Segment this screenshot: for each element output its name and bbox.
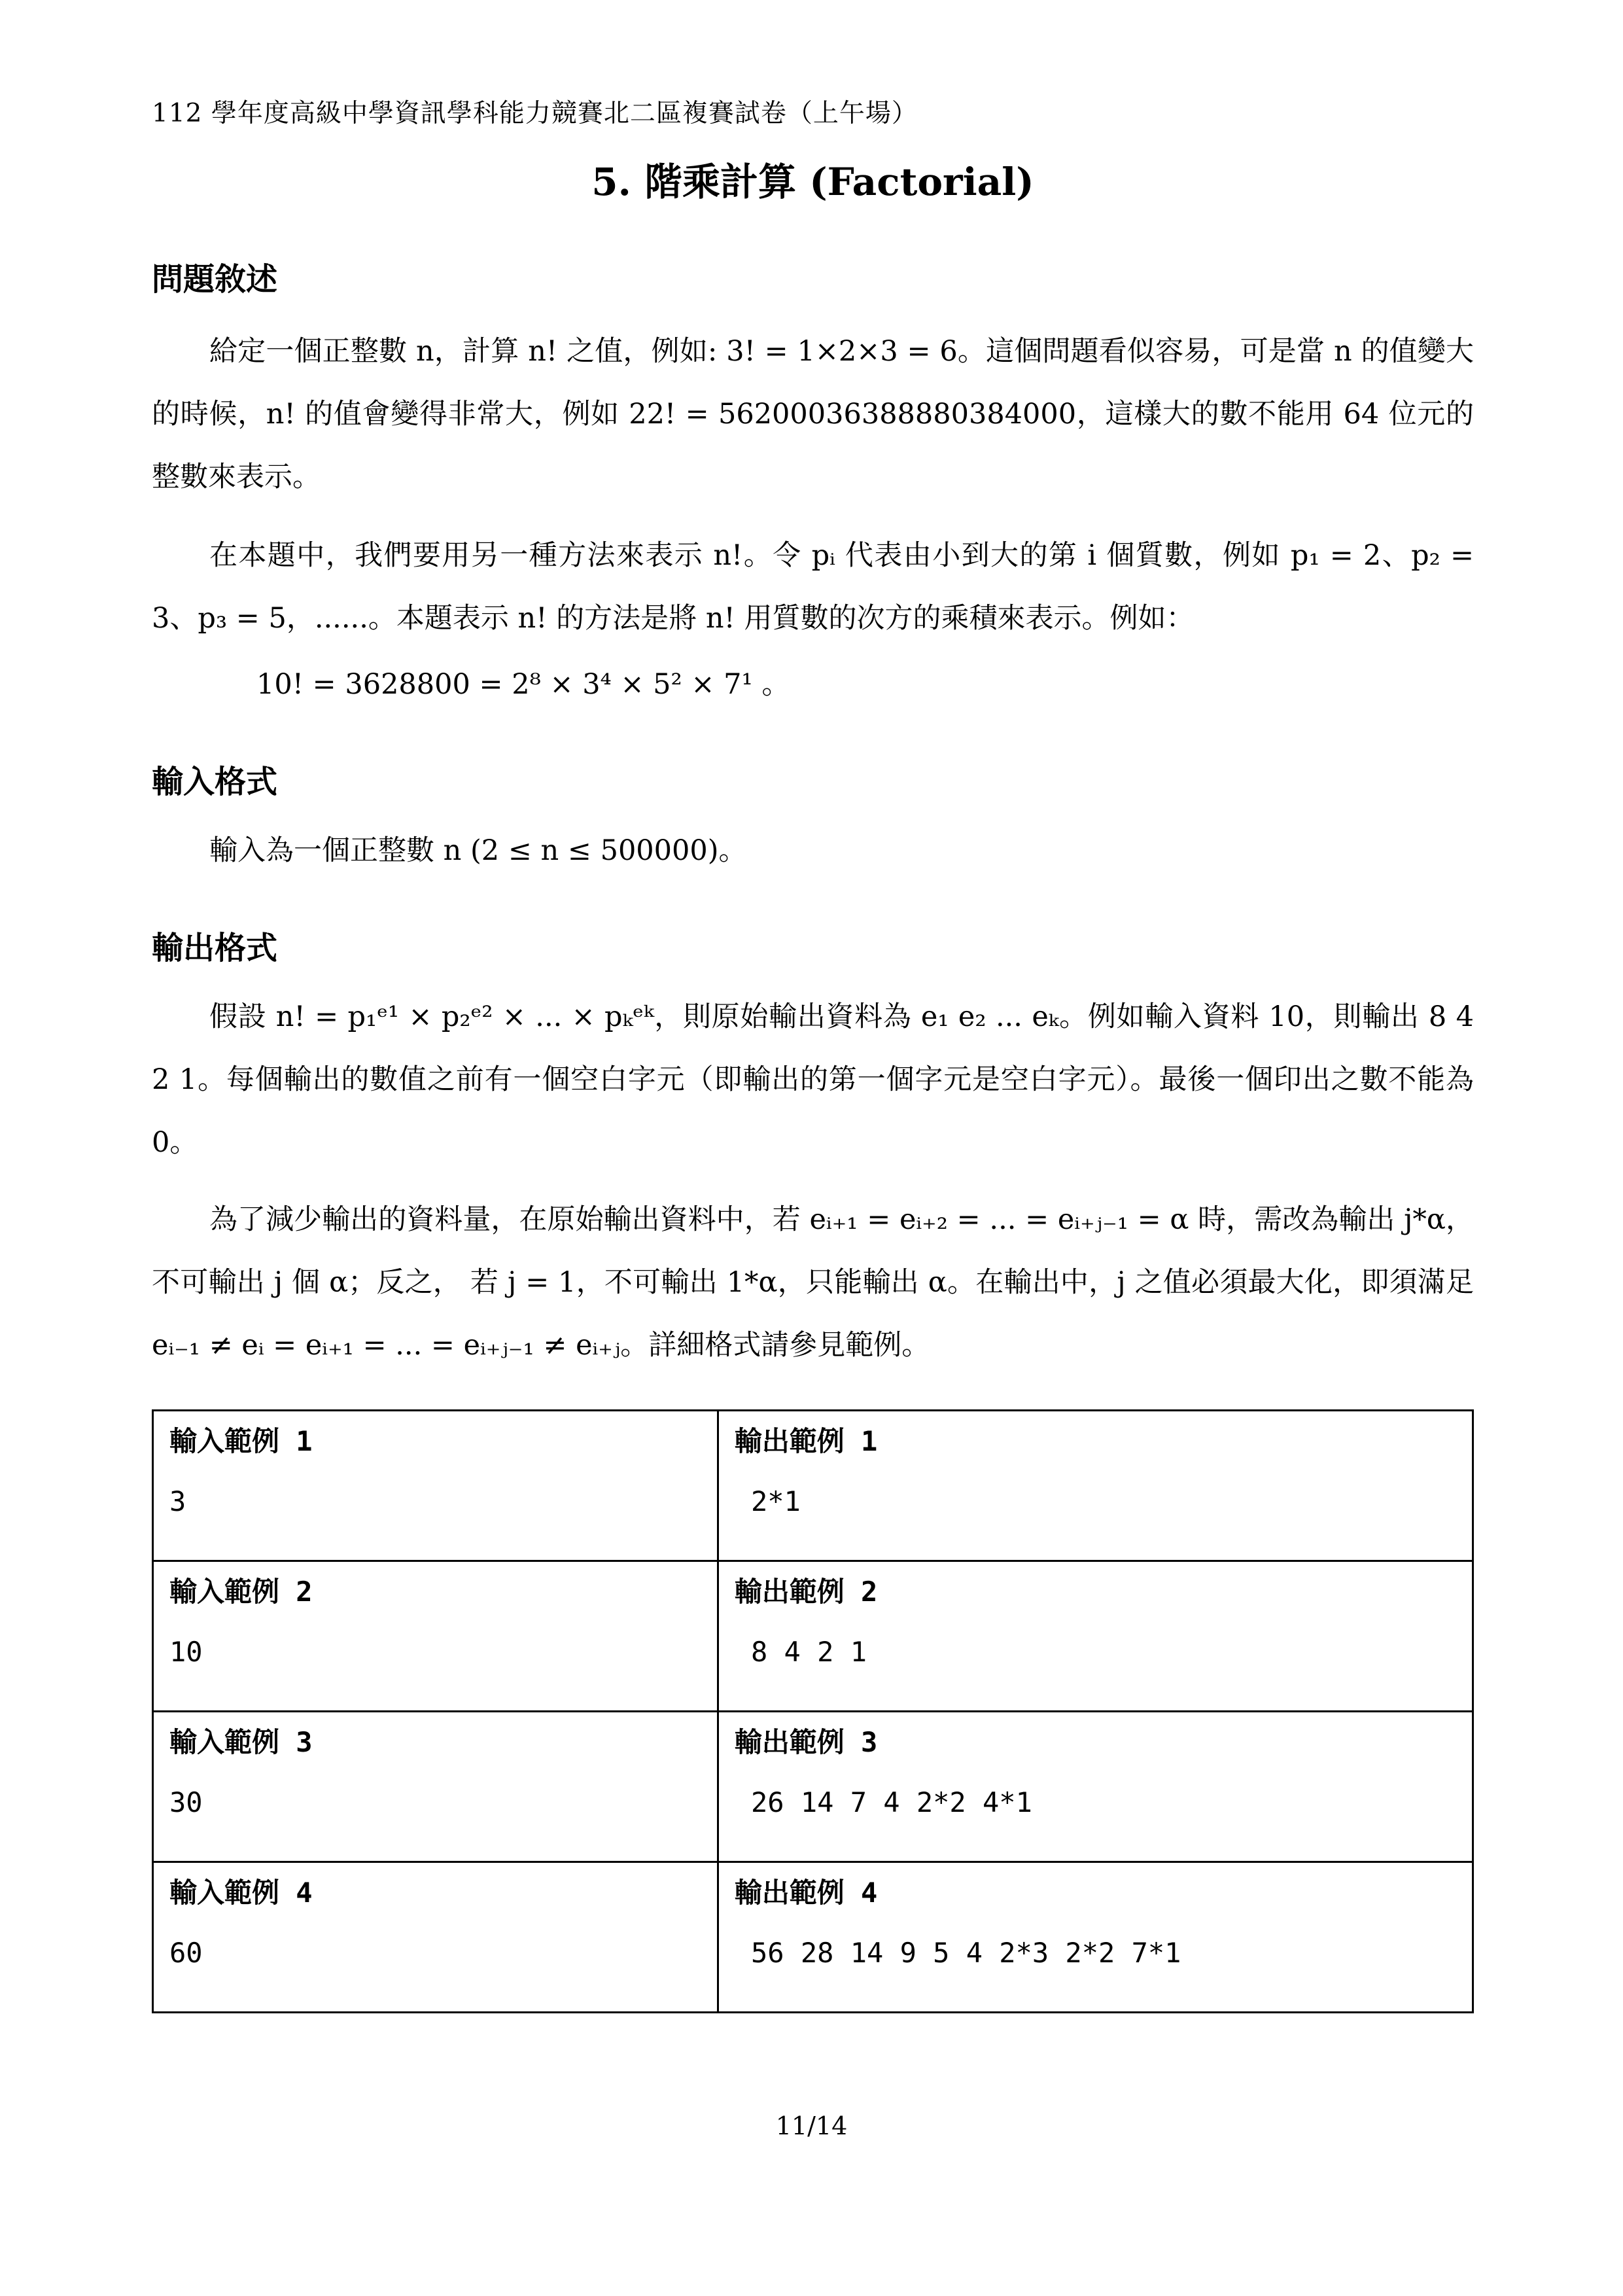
- page-title: 5. 階乘計算 (Factorial): [591, 160, 1034, 204]
- output-example-1-label: 輸出範例 1: [734, 1425, 878, 1457]
- output-example-1-cell: [718, 1411, 1473, 1561]
- input-example-2-label: 輸入範例 2: [169, 1576, 313, 1608]
- input-example-4-value: 60: [169, 1937, 203, 1969]
- input-example-3-value: 30: [169, 1786, 203, 1818]
- table-row: [153, 1561, 1473, 1712]
- output-example-4-value: 56 28 14 9 5 4 2*3 2*2 7*1: [734, 1937, 1181, 1969]
- output-example-4-label: 輸出範例 4: [734, 1877, 878, 1909]
- input-example-4-label: 輸入範例 4: [169, 1877, 313, 1909]
- section-heading-input-format: 輸入格式: [152, 764, 278, 800]
- examples-table: [152, 1409, 1474, 2013]
- input-example-1-value: 3: [169, 1485, 186, 1517]
- output-example-2-cell: [718, 1561, 1473, 1712]
- output-example-4-cell: [718, 1862, 1473, 2013]
- output-example-3-label: 輸出範例 3: [734, 1726, 878, 1758]
- doc-header: 112 學年度高級中學資訊學科能力競賽北二區複賽試卷（上午場）: [152, 99, 918, 128]
- input-format-paragraph: 輸入為一個正整數 n (2 ≤ n ≤ 500000)。: [209, 834, 747, 867]
- output-example-3-value: 26 14 7 4 2*2 4*1: [734, 1786, 1032, 1818]
- table-row: [153, 1411, 1473, 1561]
- input-example-3-cell: [153, 1712, 718, 1862]
- input-example-1-label: 輸入範例 1: [169, 1425, 313, 1457]
- table-row: [153, 1712, 1473, 1862]
- input-example-3-label: 輸入範例 3: [169, 1726, 313, 1758]
- input-example-2-value: 10: [169, 1636, 203, 1668]
- output-example-2-label: 輸出範例 2: [734, 1576, 878, 1608]
- output-example-1-value: 2*1: [734, 1485, 801, 1517]
- page-number: 11/14: [775, 2111, 848, 2140]
- input-example-2-cell: [153, 1561, 718, 1712]
- input-example-1-cell: [153, 1411, 718, 1561]
- table-row: [153, 1862, 1473, 2013]
- output-format-paragraph-1: 假設 n! = p₁ᵉ¹ × p₂ᵉ² × ... × pₖᵉᵏ，則原始輸出資料為 e₁ e₂ ... eₖ。例如輸入資料 10，則輸出 8 4 2 1。每個輸出的數值之前有一個空白字元（即輸出的第一個字元是空白字元）。最後一個印出之數不能為 0。: [152, 1000, 1474, 1159]
- input-example-4-cell: [153, 1862, 718, 2013]
- output-format-paragraph-2: 為了減少輸出的資料量，在原始輸出資料中，若 eᵢ₊₁ = eᵢ₊₂ = ... = eᵢ₊ⱼ₋₁ = α 時，需改為輸出 j*α，不可輸出 j 個 α；反之， 若 j = 1，不可輸出 1*α，只能輸出 α。在輸出中，j 之值必須最大化，即須滿足 eᵢ₋₁ ≠ eᵢ = eᵢ₊₁ = ... = eᵢ₊ⱼ₋₁ ≠ eᵢ₊ⱼ。詳細格式請參見範例。: [152, 1203, 1474, 1362]
- problem-paragraph-2: 在本題中，我們要用另一種方法來表示 n!。令 pᵢ 代表由小到大的第 i 個質數，例如 p₁ = 2、p₂ = 3、p₃ = 5，......。本題表示 n! 的方法是將 n! 用質數的次方的乘積來表示。例如：: [152, 539, 1474, 635]
- factorial-formula: 10! = 3628800 = 2⁸ × 3⁴ × 5² × 7¹ 。: [256, 668, 790, 701]
- problem-paragraph-1: 給定一個正整數 n，計算 n! 之值，例如: 3! = 1×2×3 = 6。這個問題看似容易，可是當 n 的值變大的時候，n! 的值會變得非常大，例如 22! = 56200036388880384000，這樣大的數不能用 64 位元的整數來表示。: [152, 335, 1474, 493]
- section-heading-output-format: 輸出格式: [152, 930, 278, 966]
- output-example-3-cell: [718, 1712, 1473, 1862]
- output-example-2-value: 8 4 2 1: [734, 1636, 867, 1668]
- section-heading-problem: 問題敘述: [152, 261, 278, 298]
